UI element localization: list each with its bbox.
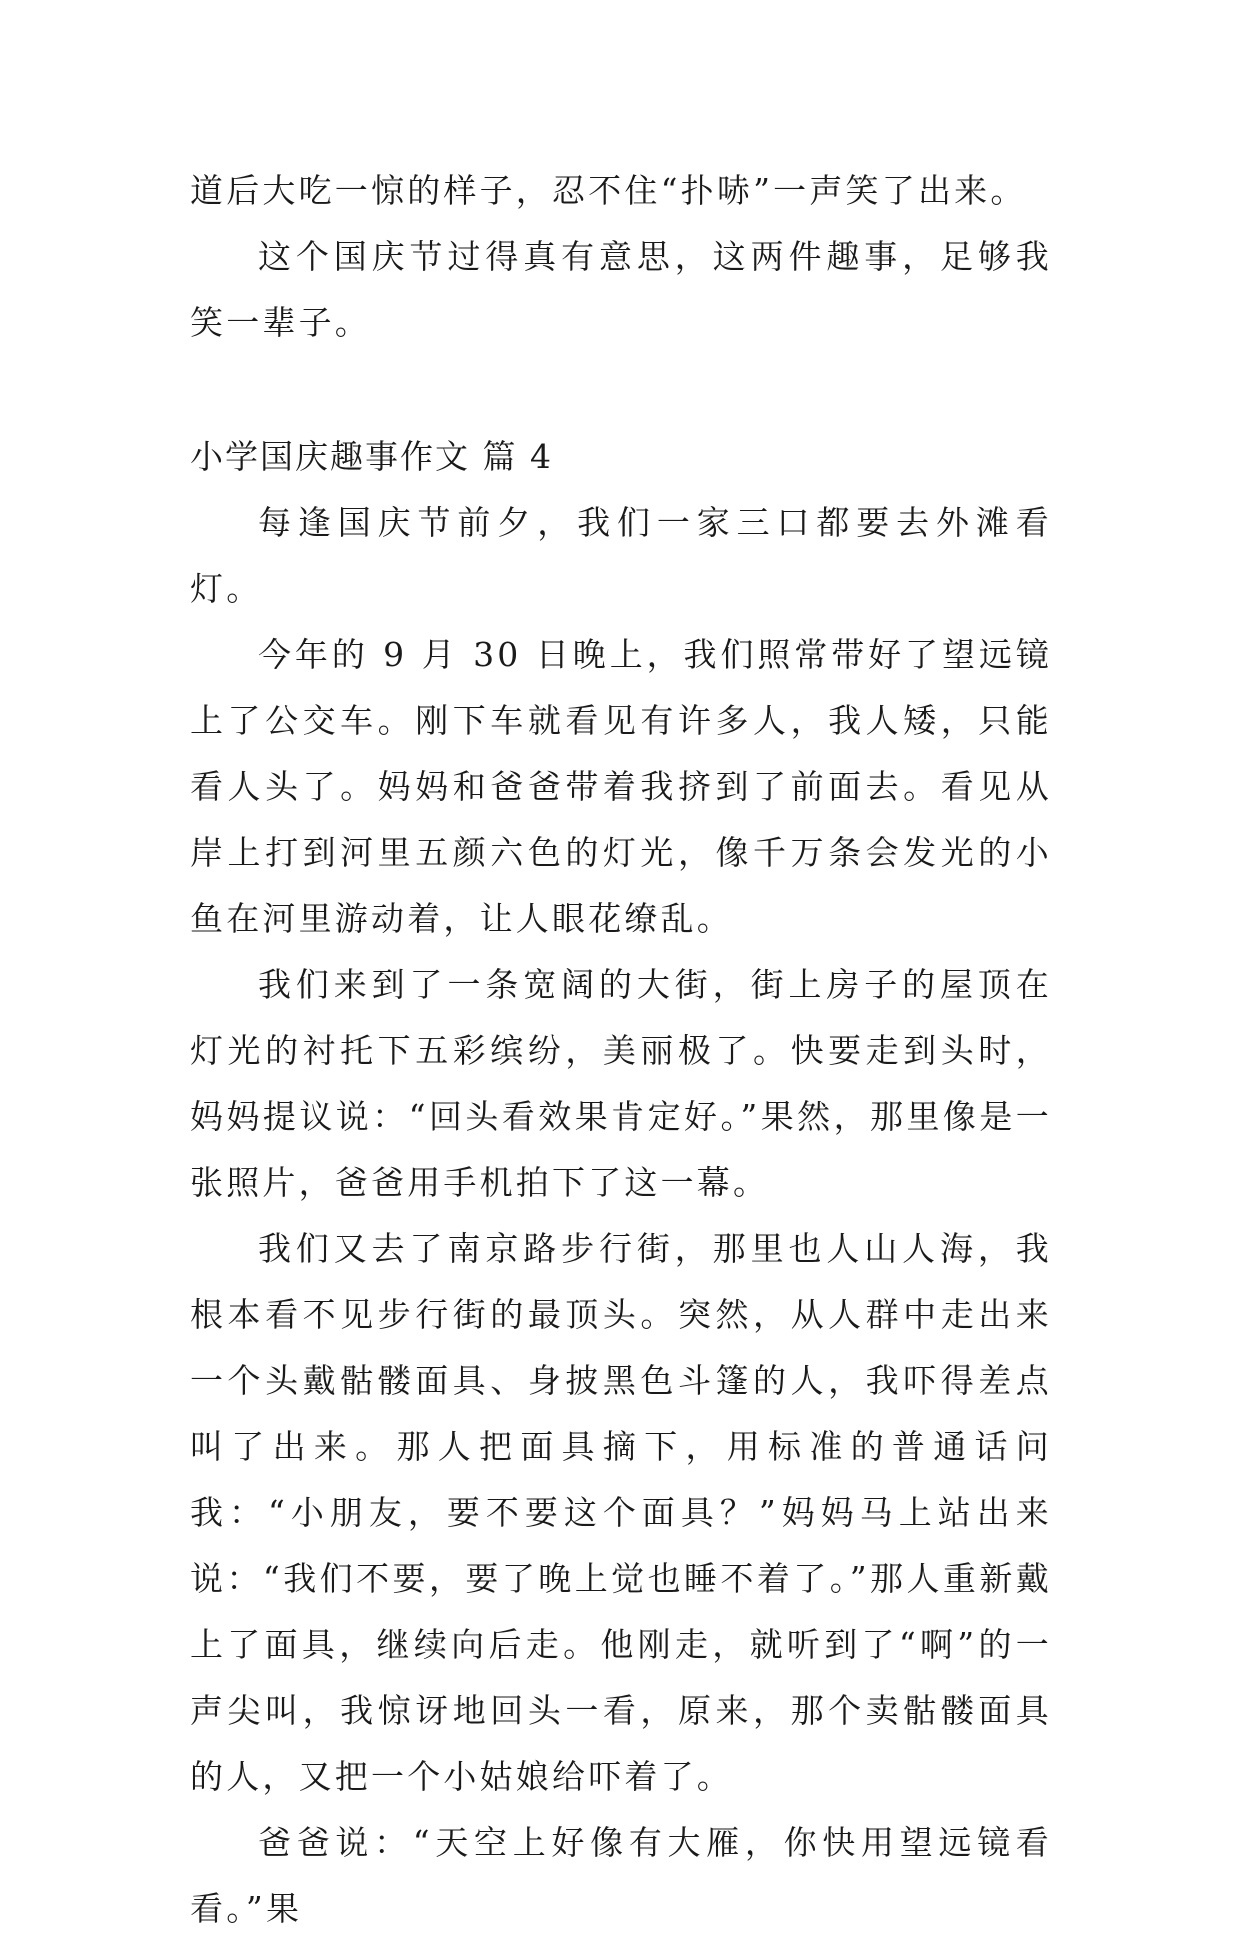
document-body — [190, 158, 1052, 1942]
paragraph-street: 我们来到了一条宽阔的大街，街上房子的屋顶在灯光的衬托下五彩缤纷，美丽极了。快要走到头时，妈妈提议说：“回头看效果肯定好。”果然，那里像是一张照片，爸爸用手机拍下了这一幕。 — [190, 965, 1052, 1202]
section-spacer — [190, 356, 1052, 424]
paragraph-intro: 每逢国庆节前夕，我们一家三口都要去外滩看灯。 — [190, 503, 1052, 608]
paragraph-continuation: 道后大吃一惊的样子，忍不住“扑哧”一声笑了出来。 — [190, 171, 1027, 210]
paragraph-bus-trip: 今年的 9 月 30 日晚上，我们照常带好了望远镜上了公交车。刚下车就看见有许多人，我人矮，只能看人头了。妈妈和爸爸带着我挤到了前面去。看见从岸上打到河里五颜六色的灯光，像千万条会发光的小鱼在河里游动着，让人眼花缭乱。 — [190, 635, 1052, 938]
paragraph-nanjing-road: 我们又去了南京路步行街，那里也人山人海，我根本看不见步行街的最顶头。突然，从人群中走出来一个头戴骷髅面具、身披黑色斗篷的人，我吓得差点叫了出来。那人把面具摘下，用标准的普通话问我：“小朋友，要不要这个面具？”妈妈马上站出来说：“我们不要，要了晚上觉也睡不着了。”那人重新戴上了面具，继续向后走。他刚走，就听到了“啊”的一声尖叫，我惊讶地回头一看，原来，那个卖骷髅面具的人，又把一个小姑娘给吓着了。 — [190, 1229, 1052, 1796]
paragraph-conclusion: 这个国庆节过得真有意思，这两件趣事，足够我笑一辈子。 — [190, 237, 1052, 342]
section-title: 小学国庆趣事作文 篇 4 — [190, 437, 553, 476]
paragraph-telescope: 爸爸说：“天空上好像有大雁，你快用望远镜看看。”果 — [190, 1823, 1052, 1928]
